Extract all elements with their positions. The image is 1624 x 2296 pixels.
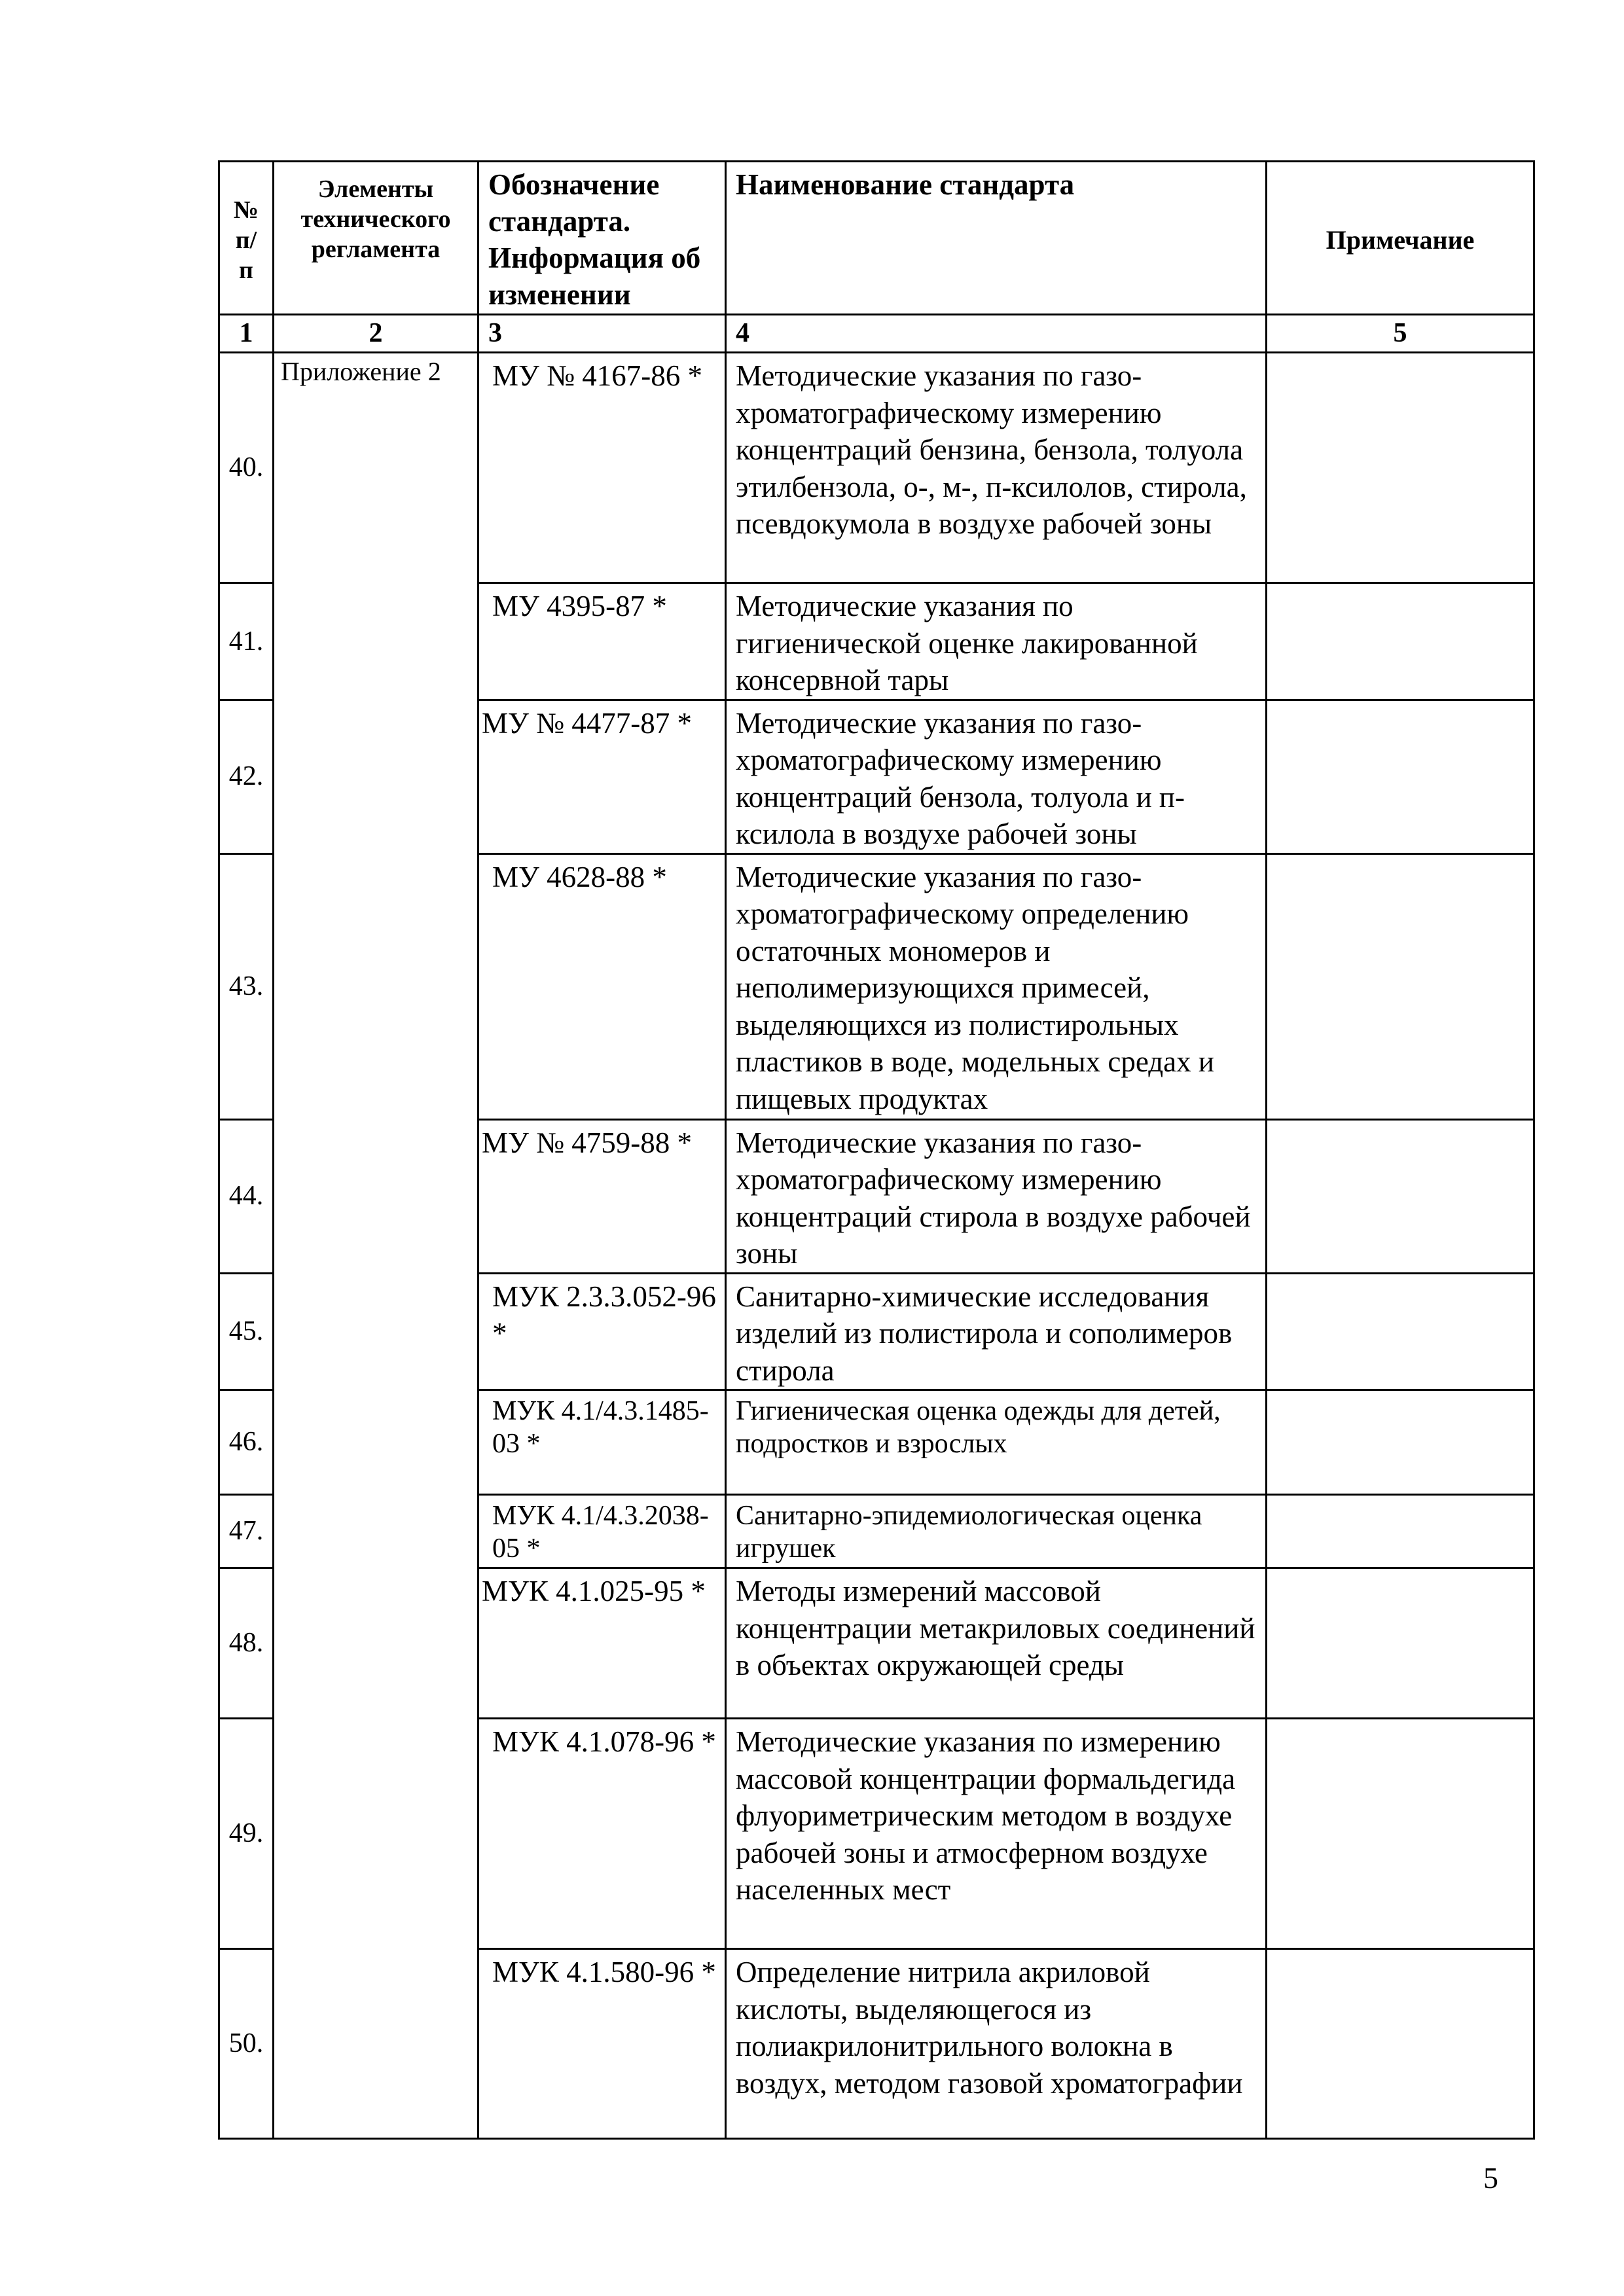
- row-number: 49.: [219, 1719, 274, 1949]
- table-row: [219, 353, 1534, 583]
- column-number-row: [219, 315, 1534, 353]
- standard-name: Методические указания по измерению массовой концентрации формальдегида флуориметрическим методом в воздухе рабочей зоны и атмосферном воздухе населенных мест: [726, 1719, 1267, 1949]
- standard-name: Методические указания по газо-хроматографическому измерению концентраций стирола в воздухе рабочей зоны: [726, 1119, 1267, 1273]
- header-note: Примечание: [1267, 162, 1534, 315]
- note-cell: [1267, 1949, 1534, 2139]
- column-number: 1: [219, 315, 274, 353]
- standard-code: МУК 4.1.580-96 *: [478, 1949, 726, 2139]
- standard-name: Методы измерений массовой концентрации метакриловых соединений в объектах окружающей среды: [726, 1568, 1267, 1719]
- standard-name: Методические указания по газо-хроматографическому измерению концентраций бензола, толуола и п-ксилола в воздухе рабочей зоны: [726, 700, 1267, 853]
- standard-code: МУК 2.3.3.052-96 *: [478, 1273, 726, 1390]
- note-cell: [1267, 853, 1534, 1119]
- page-number: 5: [1483, 2161, 1498, 2195]
- standard-code: МУК 4.1.078-96 *: [478, 1719, 726, 1949]
- element-cell: Приложение 2: [274, 353, 478, 2139]
- row-number: 50.: [219, 1949, 274, 2139]
- standard-name: Санитарно-эпидемиологическая оценка игрушек: [726, 1495, 1267, 1568]
- note-cell: [1267, 700, 1534, 853]
- row-number: 47.: [219, 1495, 274, 1568]
- standard-code: МУ 4628-88 *: [478, 853, 726, 1119]
- row-number: 46.: [219, 1390, 274, 1495]
- standard-name: Методические указания по газо-хроматографическому определению остаточных мономеров и неполимеризующихся примесей, выделяющихся из полистирольных пластиков в воде, модельных средах и пищевых продуктах: [726, 853, 1267, 1119]
- standard-code: МУ 4395-87 *: [478, 583, 726, 700]
- note-cell: [1267, 1495, 1534, 1568]
- column-number: 3: [478, 315, 726, 353]
- column-number: 5: [1267, 315, 1534, 353]
- standard-name: Определение нитрила акриловой кислоты, выделяющегося из полиакрилонитрильного волокна в воздух, методом газовой хроматографии: [726, 1949, 1267, 2139]
- row-number: 42.: [219, 700, 274, 853]
- column-number: 2: [274, 315, 478, 353]
- row-number: 40.: [219, 353, 274, 583]
- header-num: № п/п: [219, 162, 274, 315]
- standard-name: Методические указания по гигиенической оценке лакированной консервной тары: [726, 583, 1267, 700]
- standard-code: МУК 4.1.025-95 *: [478, 1568, 726, 1719]
- note-cell: [1267, 353, 1534, 583]
- row-number: 41.: [219, 583, 274, 700]
- row-number: 45.: [219, 1273, 274, 1390]
- note-cell: [1267, 1719, 1534, 1949]
- standard-name: Санитарно-химические исследования изделий из полистирола и сополимеров стирола: [726, 1273, 1267, 1390]
- header-row: [219, 162, 1534, 315]
- header-name: Наименование стандарта: [726, 162, 1267, 315]
- standard-code: МУ № 4759-88 *: [478, 1119, 726, 1273]
- note-cell: [1267, 1119, 1534, 1273]
- header-designation: Обозначение стандарта. Информация об изменении: [478, 162, 726, 315]
- standard-code: МУК 4.1/4.3.1485-03 *: [478, 1390, 726, 1495]
- column-number: 4: [726, 315, 1267, 353]
- standard-code: МУК 4.1/4.3.2038-05 *: [478, 1495, 726, 1568]
- standard-name: Гигиеническая оценка одежды для детей, подростков и взрослых: [726, 1390, 1267, 1495]
- row-number: 48.: [219, 1568, 274, 1719]
- note-cell: [1267, 1568, 1534, 1719]
- standard-code: МУ № 4167-86 *: [478, 353, 726, 583]
- standard-name: Методические указания по газо-хроматографическому измерению концентраций бензина, бензола, толуола этилбензола, о-, м-, п-ксилолов, стирола, псевдокумола в воздухе рабочей зоны: [726, 353, 1267, 583]
- row-number: 43.: [219, 853, 274, 1119]
- header-elements: Элементы технического регламента: [274, 162, 478, 315]
- note-cell: [1267, 1273, 1534, 1390]
- standard-code: МУ № 4477-87 *: [478, 700, 726, 853]
- note-cell: [1267, 583, 1534, 700]
- row-number: 44.: [219, 1119, 274, 1273]
- standards-table: [218, 160, 1535, 2140]
- note-cell: [1267, 1390, 1534, 1495]
